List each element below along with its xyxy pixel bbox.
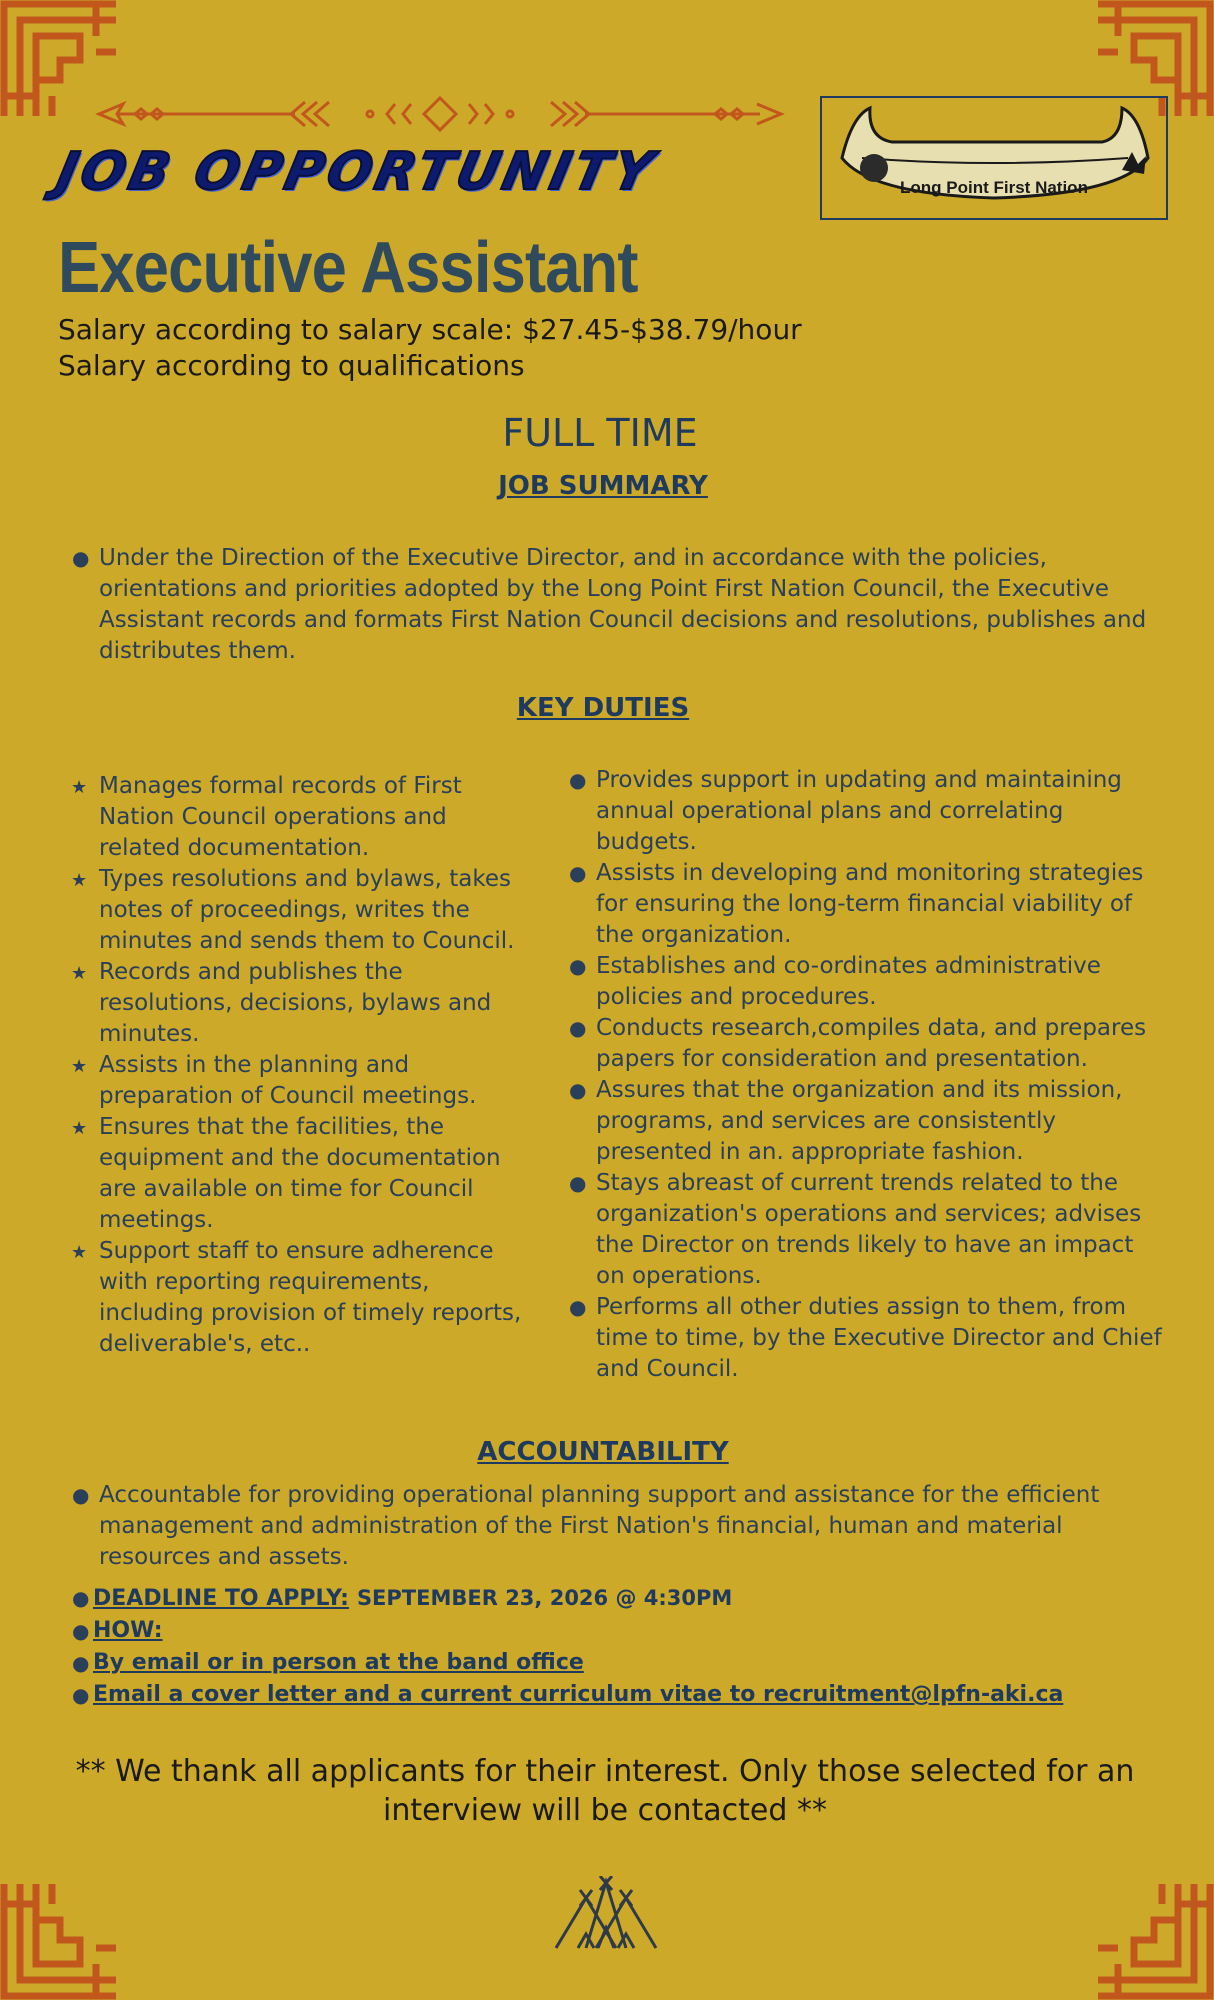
list-item: ★ Records and publishes the resolutions, decisions, bylaws and minutes. (71, 959, 492, 1047)
bullet-icon: ● (569, 1295, 587, 1319)
list-item: ★ Ensures that the facilities, the equipment and the documentation are available on time for Council meetings. (71, 1114, 501, 1233)
bullet-icon: ● (569, 954, 587, 978)
job-title: Executive Assistant (58, 228, 638, 308)
apply-method: By email or in person at the band office (93, 1650, 584, 1675)
star-bullet-icon: ★ (71, 777, 88, 798)
deadline-item (58, 1582, 1168, 1615)
corner-knot-icon (0, 1880, 120, 2000)
email-item (58, 1679, 1168, 1711)
list-item: ● Provides support in updating and maintaining annual operational plans and correlating budgets. (569, 767, 1122, 855)
list-item: ● Assists in developing and monitoring strategies for ensuring the long-term financial viability of the organization. (569, 860, 1144, 948)
accountability-list (58, 1480, 1168, 1573)
method-item (58, 1647, 1168, 1679)
list-item: ● Conducts research,compiles data, and prepares papers for consideration and presentation. (569, 1015, 1147, 1072)
bullet-icon: ● (72, 1586, 90, 1610)
key-duties-left-list (58, 771, 528, 1360)
key-duties-heading: KEY DUTIES (516, 693, 690, 723)
star-bullet-icon: ★ (71, 963, 88, 984)
deadline-label: DEADLINE TO APPLY: (93, 1586, 349, 1611)
job-summary-list (58, 543, 1168, 667)
bullet-icon: ● (72, 1683, 90, 1707)
salary-scale: Salary according to salary scale: $27.45-$38.79/hour (58, 313, 802, 346)
bullet-icon: ● (72, 1619, 90, 1643)
key-duties-right-list (555, 765, 1165, 1385)
headline: JOB OPPORTUNITY (51, 142, 662, 202)
list-item: ● Establishes and co-ordinates administrative policies and procedures. (569, 953, 1101, 1010)
apply-info-list (58, 1582, 1168, 1711)
list-item: ★ Assists in the planning and preparation of Council meetings. (71, 1052, 477, 1109)
deadline-date: SEPTEMBER 23, 2026 @ 4:30PM (356, 1586, 733, 1610)
list-item: ● Performs all other duties assign to them, from time to time, by the Executive Director and Chief and Council. (569, 1294, 1162, 1382)
bullet-icon: ● (72, 1651, 90, 1675)
email-instruction-link[interactable]: Email a cover letter and a current curriculum vitae to recruitment@lpfn-aki.ca (93, 1682, 1064, 1707)
list-item: ★ Types resolutions and bylaws, takes notes of proceedings, writes the minutes and sends them to Council. (71, 866, 515, 954)
arrow-ornament-icon (95, 92, 785, 136)
bullet-icon: ● (569, 1171, 587, 1195)
accountability-heading: ACCOUNTABILITY (477, 1437, 729, 1467)
bullet-icon: ● (72, 546, 90, 570)
logo-text: Long Point First Nation (900, 178, 1088, 197)
list-item: ★ Manages formal records of First Nation Council operations and related documentation. (71, 773, 462, 861)
employment-type: FULL TIME (502, 411, 698, 455)
thank-you-note: ** We thank all applicants for their interest. Only those selected for an interview will be contacted ** (75, 1754, 1135, 1828)
list-item: ● Accountable for providing operational planning support and assistance for the efficient management and administration of the First Nation's financial, human and material resources and assets. (72, 1482, 1100, 1570)
bullet-icon: ● (569, 861, 587, 885)
list-item: ● Assures that the organization and its mission, programs, and services are consistently presented in an. appropriate fashion. (569, 1077, 1123, 1165)
star-bullet-icon: ★ (71, 870, 88, 891)
star-bullet-icon: ★ (71, 1056, 88, 1077)
job-summary-heading: JOB SUMMARY (498, 471, 708, 501)
bullet-icon: ● (569, 768, 587, 792)
star-bullet-icon: ★ (71, 1242, 88, 1263)
corner-knot-icon (1094, 1880, 1214, 2000)
bullet-icon: ● (569, 1078, 587, 1102)
how-label: HOW: (93, 1618, 163, 1643)
salary-qualifications: Salary according to qualifications (58, 349, 525, 382)
how-item (58, 1615, 1168, 1647)
canoe-logo (820, 96, 1168, 220)
star-bullet-icon: ★ (71, 1118, 88, 1139)
list-item: ● Under the Direction of the Executive Director, and in accordance with the policies, orientations and priorities adopted by the Long Point First Nation Council, the Executive Assistant records and formats First Nation Council decisions and resolutions, publishes and distributes them. (72, 545, 1147, 664)
bullet-icon: ● (569, 1016, 587, 1040)
list-item: ★ Support staff to ensure adherence with reporting requirements, including provision of timely reports, deliverable's, etc.. (71, 1238, 522, 1357)
bullet-icon: ● (72, 1483, 90, 1507)
tipi-icon (546, 1876, 666, 1950)
list-item: ● Stays abreast of current trends related to the organization's operations and services; advises the Director on trends likely to have an impact on operations. (569, 1170, 1142, 1289)
canoe-logo-icon (822, 98, 1166, 218)
